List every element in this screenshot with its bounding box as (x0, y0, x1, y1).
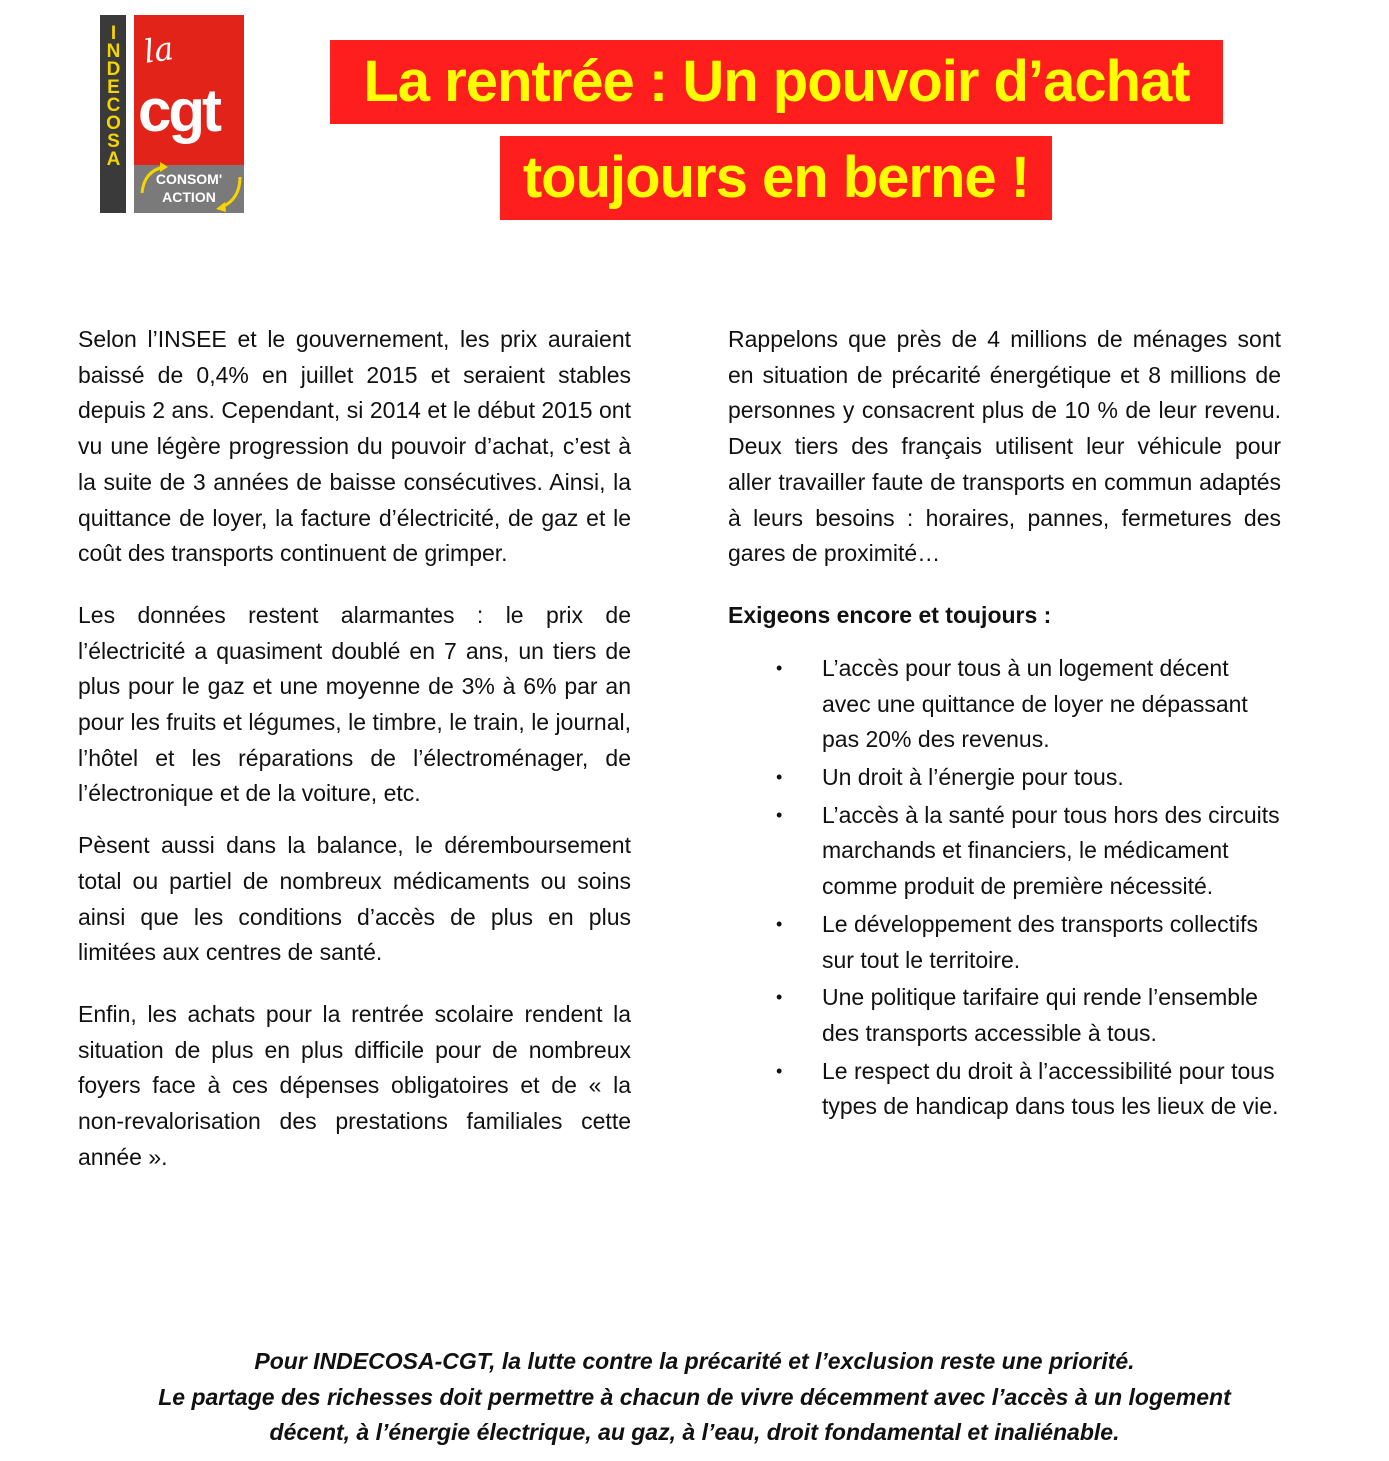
bullet-icon: • (776, 913, 783, 934)
bullet-icon: • (776, 767, 783, 788)
list-item (728, 798, 1281, 905)
logo-la-text: la (141, 29, 176, 71)
list-item-text: L’accès pour tous à un logement décent avec une quittance de loyer ne dépassant pas 20% des revenus. (822, 654, 1248, 753)
list-item-text: Une politique tarifaire qui rende l’ensemble des transports accessible à tous. (822, 984, 1258, 1046)
demands-list (728, 651, 1281, 1125)
paragraph-energy-poverty: Rappelons que près de 4 millions de ménages sont en situation de précarité énergétique et 8 millions de personnes y consacrent plus de 10 % de leur revenu. Deux tiers des français utilisent leur véhicule pour aller travailler faute de transports en commun adaptés à leurs besoins : horaires, pannes, fermetures des gares de proximité… (728, 326, 1281, 567)
list-item-text: Un droit à l’énergie pour tous. (822, 764, 1124, 791)
paragraph-alarming-data: Les données restent alarmantes : le prix de l’électricité a quasiment doublé en 7 ans, un tiers de plus pour le gaz et une moyenne de 3% à 6% par an pour les fruits et légumes, le timbre, le train, le journal, l’hôtel et les réparations de l’électroménager, de l’électronique et de la voiture, etc. (78, 601, 631, 807)
bullet-icon: • (776, 804, 783, 825)
bullet-icon: • (776, 1060, 783, 1081)
list-item (728, 980, 1281, 1051)
list-item-text: Le développement des transports collectifs sur tout le territoire. (822, 910, 1258, 973)
demands-heading: Exigeons encore et toujours : (728, 601, 1052, 628)
list-item-text: Le respect du droit à l’accessibilité pour tous types de handicap dans tous les lieux de vie. (822, 1057, 1279, 1120)
logo-strip-text: INDECOSA (103, 23, 124, 167)
title-line-1: La rentrée : Un pouvoir d’achat (330, 40, 1223, 124)
logo-cgt-text: cgt (138, 77, 219, 144)
list-item (728, 651, 1281, 758)
title-line-2: toujours en berne ! (500, 136, 1052, 220)
footer-line-3: décent, à l’énergie électrique, au gaz, à l’eau, droit fondamental et inaliénable. (269, 1419, 1120, 1445)
list-item (728, 760, 1281, 796)
indecosa-cgt-logo (100, 15, 245, 213)
logo-arrows-icon (130, 153, 250, 217)
paragraph-school-purchases: Enfin, les achats pour la rentrée scolaire rendent la situation de plus en plus difficile pour de nombreux foyers face à ces dépenses obligatoires et de « la non-revalorisation des prestations familiales cette année ». (78, 1000, 631, 1170)
list-item (728, 907, 1281, 978)
paragraph-health-costs: Pèsent aussi dans la balance, le déremboursement total ou partiel de nombreux médicaments ou soins ainsi que les conditions d’accès de plus en plus limitées aux centres de santé. (78, 832, 631, 966)
list-item (728, 1054, 1281, 1125)
bullet-icon: • (776, 657, 783, 678)
footer-line-1: Pour INDECOSA-CGT, la lutte contre la précarité et l’exclusion reste une priorité. (254, 1348, 1135, 1374)
logo-consom-text: CONSOM' (155, 171, 223, 187)
footer-line-2: Le partage des richesses doit permettre à chacun de vivre décemment avec l’accès à un logement (158, 1383, 1231, 1410)
left-column (78, 322, 631, 1175)
list-item-text: L’accès à la santé pour tous hors des circuits marchands et financiers, le médicament comme produit de première nécessité. (822, 801, 1280, 900)
right-column (728, 322, 1281, 1127)
footer-statement (40, 1344, 1349, 1451)
bullet-icon: • (776, 987, 783, 1008)
logo-side-strip (100, 15, 126, 213)
logo-action-text: ACTION (162, 189, 216, 205)
paragraph-prices: Selon l’INSEE et le gouvernement, les prix auraient baissé de 0,4% en juillet 2015 et seraient stables depuis 2 ans. Cependant, si 2014 et le début 2015 ont vu une légère progression du pouvoir d’achat, c’est à la suite de 3 années de baisse consécutives. Ainsi, la quittance de loyer, la facture d’électricité, de gaz et le coût des transports continuent de grimper. (78, 326, 631, 567)
